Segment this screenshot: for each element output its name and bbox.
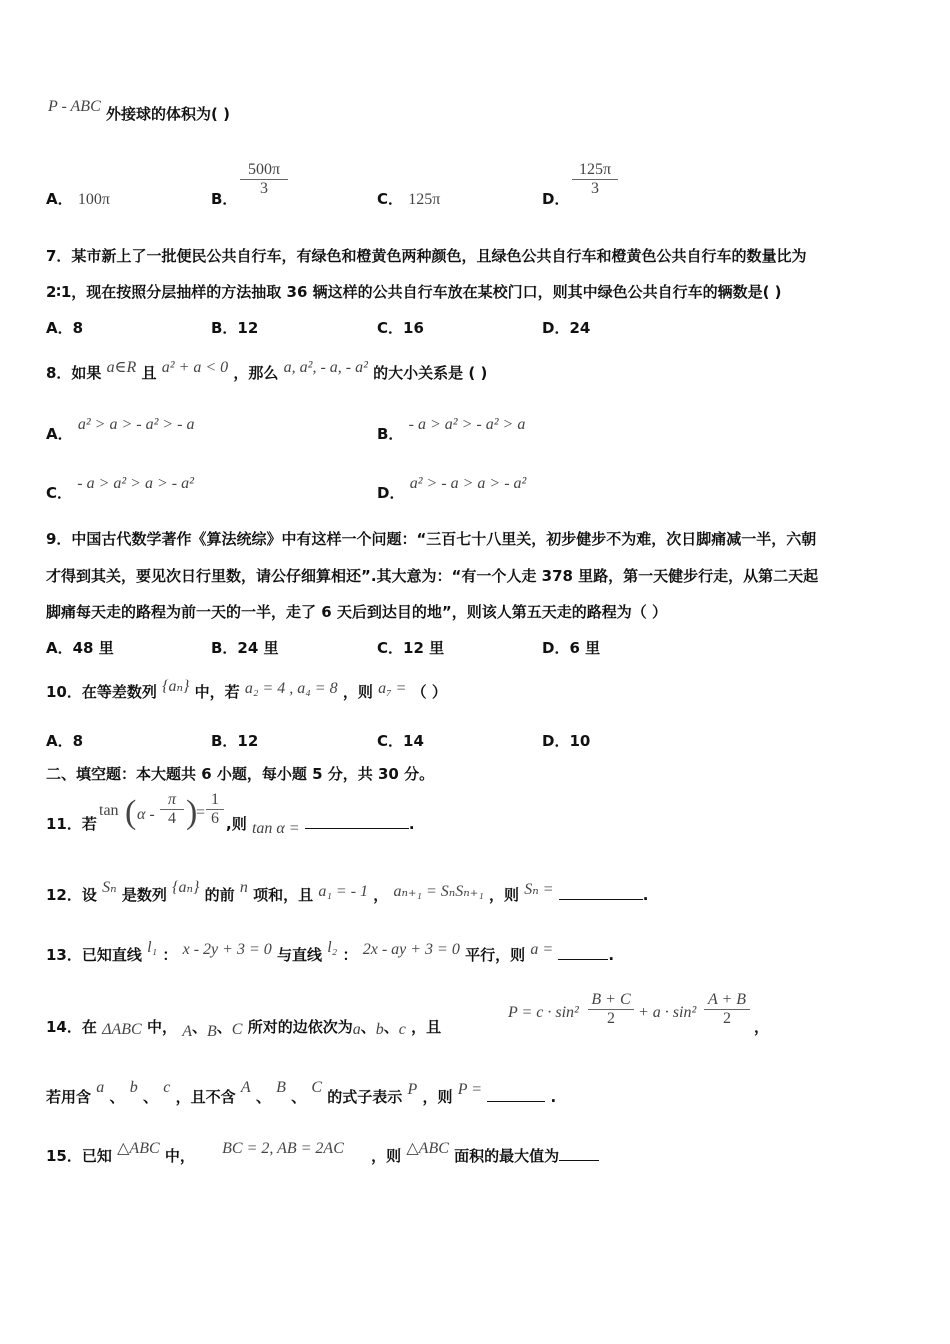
q8-option-d[interactable] [377, 475, 527, 503]
q10-number: 10．在等差数列 [46, 683, 157, 701]
separator: 、 [191, 1018, 207, 1036]
q11-target: tan α = [251, 820, 300, 837]
q11-tan: tan [99, 802, 119, 819]
fraction-numerator: A + B [704, 991, 750, 1010]
q12-target: Sₙ = [524, 881, 554, 898]
q10-target: a₇ = [378, 680, 407, 697]
q9-line-2: 才得到其关，要见次日行里数，请公仔细算相还”.其大意为：“有一个人走 378 里路，第一天健步行走，从第二天起 [46, 567, 819, 585]
q9-line-1: 9．中国古代数学著作《算法统综》中有这样一个问题：“三百七十八里关，初步健步不为难，次日脚痛减一半，六朝 [46, 530, 817, 548]
q10-text-2: ，则 [342, 683, 373, 701]
q8-option-b[interactable] [377, 416, 526, 444]
q13-text-1: ： [162, 946, 178, 964]
q7-option-c[interactable]: C．16 [377, 319, 424, 337]
q14-line2-text-4: ，则 [422, 1088, 453, 1106]
q12-sequence: {aₙ} [172, 879, 200, 896]
q11-equals: = [196, 804, 206, 821]
q11-fraction-1-6 [206, 791, 224, 828]
option-letter: A． [46, 425, 73, 443]
q15-triangle: △ABC [117, 1140, 160, 1157]
fraction-numerator: 1 [206, 791, 224, 810]
q6-option-d[interactable] [542, 188, 569, 209]
q11-fraction-pi-4 [160, 791, 184, 828]
section-2-heading: 二、填空题：本大题共 6 小题，每小题 5 分，共 30 分。 [46, 765, 435, 783]
q14-text-3: ，且 [411, 1018, 442, 1036]
q10-option-a[interactable]: A．8 [46, 732, 84, 750]
q14-line2-P: P [407, 1081, 418, 1098]
q12-text-1: 是数列 [121, 886, 167, 904]
q14-prompt [46, 1017, 441, 1038]
q14-side-a: a [352, 1021, 361, 1038]
option-value: 125π [408, 191, 441, 208]
q6-tetrahedron: P - ABC [48, 98, 101, 115]
q12-n: n [239, 879, 248, 896]
q13-line-2-eq: 2x - ay + 3 = 0 [362, 941, 460, 958]
option-letter: B． [377, 425, 404, 443]
q8-option-c[interactable] [46, 475, 194, 503]
q10-prompt [46, 678, 447, 703]
q7-option-a[interactable]: A．8 [46, 319, 84, 337]
q13-line-1-eq: x - 2y + 3 = 0 [182, 941, 272, 958]
q8-text-1: 且 [141, 364, 157, 382]
q11-text-1: ,则 [226, 815, 247, 833]
q12-number: 12．设 [46, 886, 97, 904]
q14-angle-b: B [207, 1023, 217, 1040]
q12-a1: a₁ = - 1 [318, 883, 369, 900]
q15-triangle-2: △ABC [406, 1140, 449, 1157]
q12-text-2: 的前 [204, 886, 235, 904]
fraction-denominator: 4 [168, 810, 176, 827]
q6-option-b-fraction [240, 161, 288, 198]
fraction-denominator: 3 [260, 180, 268, 197]
option-letter: C． [46, 484, 73, 502]
q14-number: 14．在 [46, 1018, 97, 1036]
q10-option-b[interactable]: B．12 [211, 732, 259, 750]
q8-number: 8．如果 [46, 364, 102, 382]
separator: 、 [383, 1018, 399, 1036]
q14-p-expr-2: + a · sin² [638, 1004, 697, 1021]
q14-line2-text-3: 的式子表示 [327, 1088, 403, 1106]
q12-text-5: ，则 [489, 886, 520, 904]
separator: 、 [255, 1088, 271, 1106]
q8-terms: a, a², - a, - a² [283, 359, 368, 376]
q15-text-1: 中， [164, 1147, 195, 1165]
q10-text-3: （ ） [411, 683, 447, 701]
q6-option-d-fraction [572, 161, 618, 198]
option-value: a² > - a > a > - a² [409, 475, 527, 492]
q12-prompt [46, 879, 649, 906]
q11-period: . [408, 815, 415, 833]
q10-option-c[interactable]: C．14 [377, 732, 424, 750]
q14-line2-B: B [276, 1079, 286, 1096]
q15-prompt [46, 1140, 599, 1167]
fraction-denominator: 2 [723, 1010, 731, 1027]
q14-text-1: 中， [146, 1018, 177, 1036]
q10-sequence: {aₙ} [162, 678, 190, 695]
q13-text-2: 与直线 [276, 946, 322, 964]
fraction-denominator: 2 [607, 1010, 615, 1027]
q10-text-1: 中，若 [194, 683, 240, 701]
q14-text-2: 所对的边依次为 [247, 1018, 353, 1036]
q7-option-d[interactable]: D．24 [542, 319, 591, 337]
q14-side-b: b [375, 1021, 384, 1038]
q11-alpha: α - [137, 806, 155, 823]
separator: 、 [291, 1088, 307, 1106]
q13-l2: l₂ [327, 939, 338, 956]
q11-left-paren: ( [125, 794, 137, 831]
option-letter: D． [377, 484, 405, 502]
q12-text-3: 项和，且 [253, 886, 314, 904]
q9-option-c[interactable]: C．12 里 [377, 639, 445, 657]
option-letter: D． [542, 190, 570, 208]
q15-number: 15．已知 [46, 1147, 112, 1165]
q6-prompt [48, 98, 230, 125]
q14-triangle: ΔABC [102, 1021, 142, 1038]
q10-given: a₂ = 4 , a₄ = 8 [244, 680, 338, 697]
q9-option-a[interactable]: A．48 里 [46, 639, 114, 657]
q13-l1: l₁ [147, 939, 158, 956]
fraction-denominator: 3 [591, 180, 599, 197]
q9-option-b[interactable]: B．24 里 [211, 639, 279, 657]
q12-sn: Sₙ [102, 879, 117, 896]
q13-target: a = [530, 941, 554, 958]
q14-target: P = [457, 1081, 483, 1098]
q8-condition-2: a² + a < 0 [161, 359, 229, 376]
option-value: a² > a > - a² > - a [77, 416, 195, 433]
option-letter: A． [46, 190, 73, 208]
q7-line-2: 2∶1，现在按照分层抽样的方法抽取 36 辆这样的公共自行车放在某校门口，则其中绿色公共自行车的辆数是( ) [46, 283, 782, 301]
fraction-numerator: 125π [572, 161, 618, 180]
q14-line2-a: a [96, 1079, 105, 1096]
fraction-numerator: 500π [240, 161, 288, 180]
q14-side-c: c [398, 1021, 406, 1038]
q11-tail [226, 814, 415, 835]
q14-fraction-ab [704, 991, 750, 1028]
q10-option-d[interactable]: D．10 [542, 732, 591, 750]
q8-option-a[interactable] [46, 416, 195, 444]
q14-line2-text-1: 若用含 [46, 1088, 92, 1106]
separator: 、 [216, 1018, 232, 1036]
q13-period: . [608, 946, 615, 964]
q15-text-3: 面积的最大值为 [454, 1147, 560, 1165]
q12-recurrence: aₙ₊₁ = SₙSₙ₊₁ [393, 883, 484, 900]
q14-line2-text-2: ，且不含 [175, 1088, 236, 1106]
q15-answer-blank[interactable] [559, 1146, 599, 1161]
q7-option-b[interactable]: B．12 [211, 319, 259, 337]
option-letter: C． [377, 190, 404, 208]
q12-answer-blank[interactable] [559, 885, 643, 900]
q9-option-d[interactable]: D．6 里 [542, 639, 601, 657]
option-value: - a > a² > a > - a² [77, 475, 194, 492]
q6-option-a[interactable] [46, 188, 110, 209]
q8-prompt [46, 359, 488, 384]
option-value: - a > a² > - a² > a [408, 416, 526, 433]
q11-answer-blank[interactable] [305, 814, 409, 829]
q11-right-paren: ) [186, 794, 198, 831]
fraction-denominator: 6 [211, 810, 219, 827]
q14-fraction-bc [588, 991, 634, 1028]
q7-line-1: 7．某市新上了一批便民公共自行车，有绿色和橙黄色两种颜色，且绿色公共自行车和橙黄色公共自行车的数量比为 [46, 247, 807, 265]
q13-prompt [46, 939, 615, 966]
q14-answer-blank[interactable] [487, 1087, 545, 1102]
q15-condition: BC = 2, AB = 2AC [222, 1140, 344, 1157]
q14-angle-a: A [182, 1023, 192, 1040]
q14-line-2 [46, 1079, 557, 1108]
fraction-numerator: B + C [588, 991, 634, 1010]
q8-text-3: 的大小关系是 ( ) [373, 364, 488, 382]
q14-line2-A: A [240, 1079, 251, 1096]
q12-period: . [642, 886, 649, 904]
q13-text-4: 平行，则 [465, 946, 526, 964]
q14-line2-c: c [163, 1079, 171, 1096]
q6-option-b[interactable] [211, 188, 237, 209]
q13-text-3: ： [342, 946, 358, 964]
q6-option-c[interactable] [377, 188, 440, 209]
option-value: 100π [77, 191, 110, 208]
q15-text-2: ，则 [371, 1147, 402, 1165]
q12-text-4: ， [373, 886, 389, 904]
q8-condition-1: a∈R [106, 359, 137, 376]
q9-line-3: 脚痛每天走的路程为前一天的一半，走了 6 天后到达目的地”，则该人第五天走的路程为（ ） [46, 603, 667, 621]
q14-comma: ， [754, 1018, 770, 1036]
separator: 、 [109, 1088, 125, 1106]
option-letter: B． [211, 190, 238, 208]
q6-text: 外接球的体积为( ) [105, 105, 230, 123]
q11-number: 11．若 [46, 815, 97, 833]
separator: 、 [360, 1018, 376, 1036]
q14-angle-c: C [231, 1021, 243, 1038]
q13-answer-blank[interactable] [558, 945, 608, 960]
q14-p-expr-1: P = c · sin² [508, 1004, 579, 1021]
q14-line2-C: C [311, 1079, 323, 1096]
q14-line2-b: b [129, 1079, 138, 1096]
q8-text-2: ，那么 [233, 364, 279, 382]
fraction-numerator: π [160, 791, 184, 810]
q13-number: 13．已知直线 [46, 946, 142, 964]
separator: 、 [142, 1088, 158, 1106]
q14-period: . [550, 1088, 557, 1106]
